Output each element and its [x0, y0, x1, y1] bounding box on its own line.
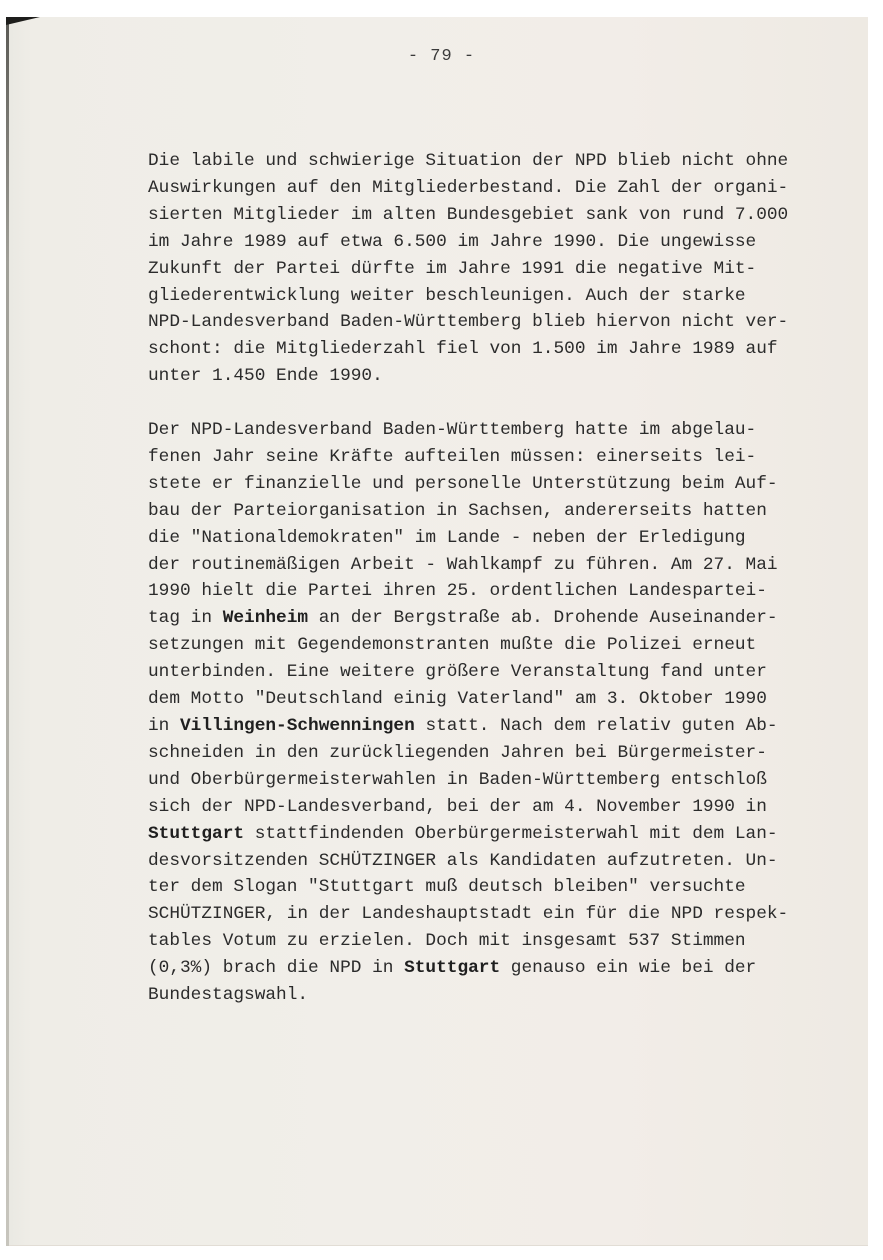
text-line: im Jahre 1989 auf etwa 6.500 im Jahre 1990. Die ungewisse	[148, 231, 757, 252]
text-line: Die labile und schwierige Situation der NPD blieb nicht ohne	[148, 151, 789, 171]
text-line: NPD-Landesverband Baden-Württemberg blieb hiervon nicht ver-	[148, 312, 789, 333]
bold-place-name: Stuttgart	[404, 958, 501, 979]
text-line: dem Motto "Deutschland einig Vaterland" am 3. Oktober 1990	[148, 689, 767, 710]
text-line: Auswirkungen auf den Mitgliederbestand. Die Zahl der organi-	[148, 177, 789, 198]
text-line: schneiden in den zurückliegenden Jahren bei Bürgermeister-	[148, 742, 767, 763]
text-line: tables Votum zu erzielen. Doch mit insgesamt 537 Stimmen	[148, 931, 746, 952]
page-corner-shadow	[6, 17, 40, 25]
text-line: stete er finanzielle und personelle Unterstützung beim Auf-	[148, 473, 778, 494]
text-line: SCHÜTZINGER, in der Landeshauptstadt ein für die NPD respek-	[148, 904, 789, 925]
text-line: sierten Mitglieder im alten Bundesgebiet sank von rund 7.000	[148, 204, 789, 225]
text-run: an der Bergstraße ab. Drohende Auseinander-	[308, 608, 778, 629]
text-line: Bundestagswahl.	[148, 985, 309, 1006]
paragraph-landesverband	[148, 417, 848, 1009]
bold-place-name: Stuttgart	[148, 823, 245, 844]
text-line: fenen Jahr seine Kräfte aufteilen müssen: einerseits lei-	[148, 446, 757, 467]
paragraph-membership	[148, 148, 848, 390]
text-run: genauso ein wie bei der	[500, 958, 757, 979]
text-line: der routinemäßigen Arbeit - Wahlkampf zu führen. Am 27. Mai	[148, 554, 778, 575]
page-number: - 79 -	[407, 47, 476, 66]
text-line: ter dem Slogan "Stuttgart muß deutsch bleiben" versuchte	[148, 877, 746, 898]
text-line: gliederentwicklung weiter beschleunigen. Auch der starke	[148, 285, 746, 306]
text-line-with-bold	[148, 605, 848, 632]
text-run: stattfindenden Oberbürgermeisterwahl mit dem Lan-	[244, 823, 778, 844]
bold-place-name: Weinheim	[222, 608, 309, 629]
text-run: statt. Nach dem relativ guten Ab-	[414, 716, 778, 737]
text-line: unterbinden. Eine weitere größere Veranstaltung fand unter	[148, 662, 767, 683]
text-line: und Oberbürgermeisterwahlen in Baden-Württemberg entschloß	[148, 769, 767, 790]
text-run: in	[148, 716, 181, 737]
text-run: tag in	[148, 608, 223, 629]
text-line-with-bold	[148, 955, 848, 982]
text-line-with-bold	[148, 713, 848, 740]
text-line: setzungen mit Gegendemonstranten mußte die Polizei erneut	[148, 635, 757, 656]
bold-place-name: Villingen-Schwenningen	[180, 716, 415, 737]
text-line: Der NPD-Landesverband Baden-Württemberg hatte im abgelau-	[148, 420, 757, 441]
text-line: unter 1.450 Ende 1990.	[148, 366, 383, 387]
text-line: schont: die Mitgliederzahl fiel von 1.500 im Jahre 1989 auf	[148, 339, 778, 360]
text-line: die "Nationaldemokraten" im Lande - neben der Erledigung	[148, 527, 746, 548]
page-binding-edge	[6, 17, 9, 1246]
text-line: Zukunft der Partei dürfte im Jahre 1991 die negative Mit-	[148, 258, 757, 279]
text-line: desvorsitzenden SCHÜTZINGER als Kandidaten aufzutreten. Un-	[148, 850, 778, 871]
text-line: sich der NPD-Landesverband, bei der am 4. November 1990 in	[148, 796, 767, 817]
text-line: bau der Parteiorganisation in Sachsen, andererseits hatten	[148, 500, 767, 521]
body-text	[148, 148, 848, 1036]
text-line-with-bold	[148, 821, 848, 848]
text-line: 1990 hielt die Partei ihren 25. ordentlichen Landespartei-	[148, 581, 767, 602]
text-run: (0,3%) brach die NPD in	[148, 958, 405, 979]
